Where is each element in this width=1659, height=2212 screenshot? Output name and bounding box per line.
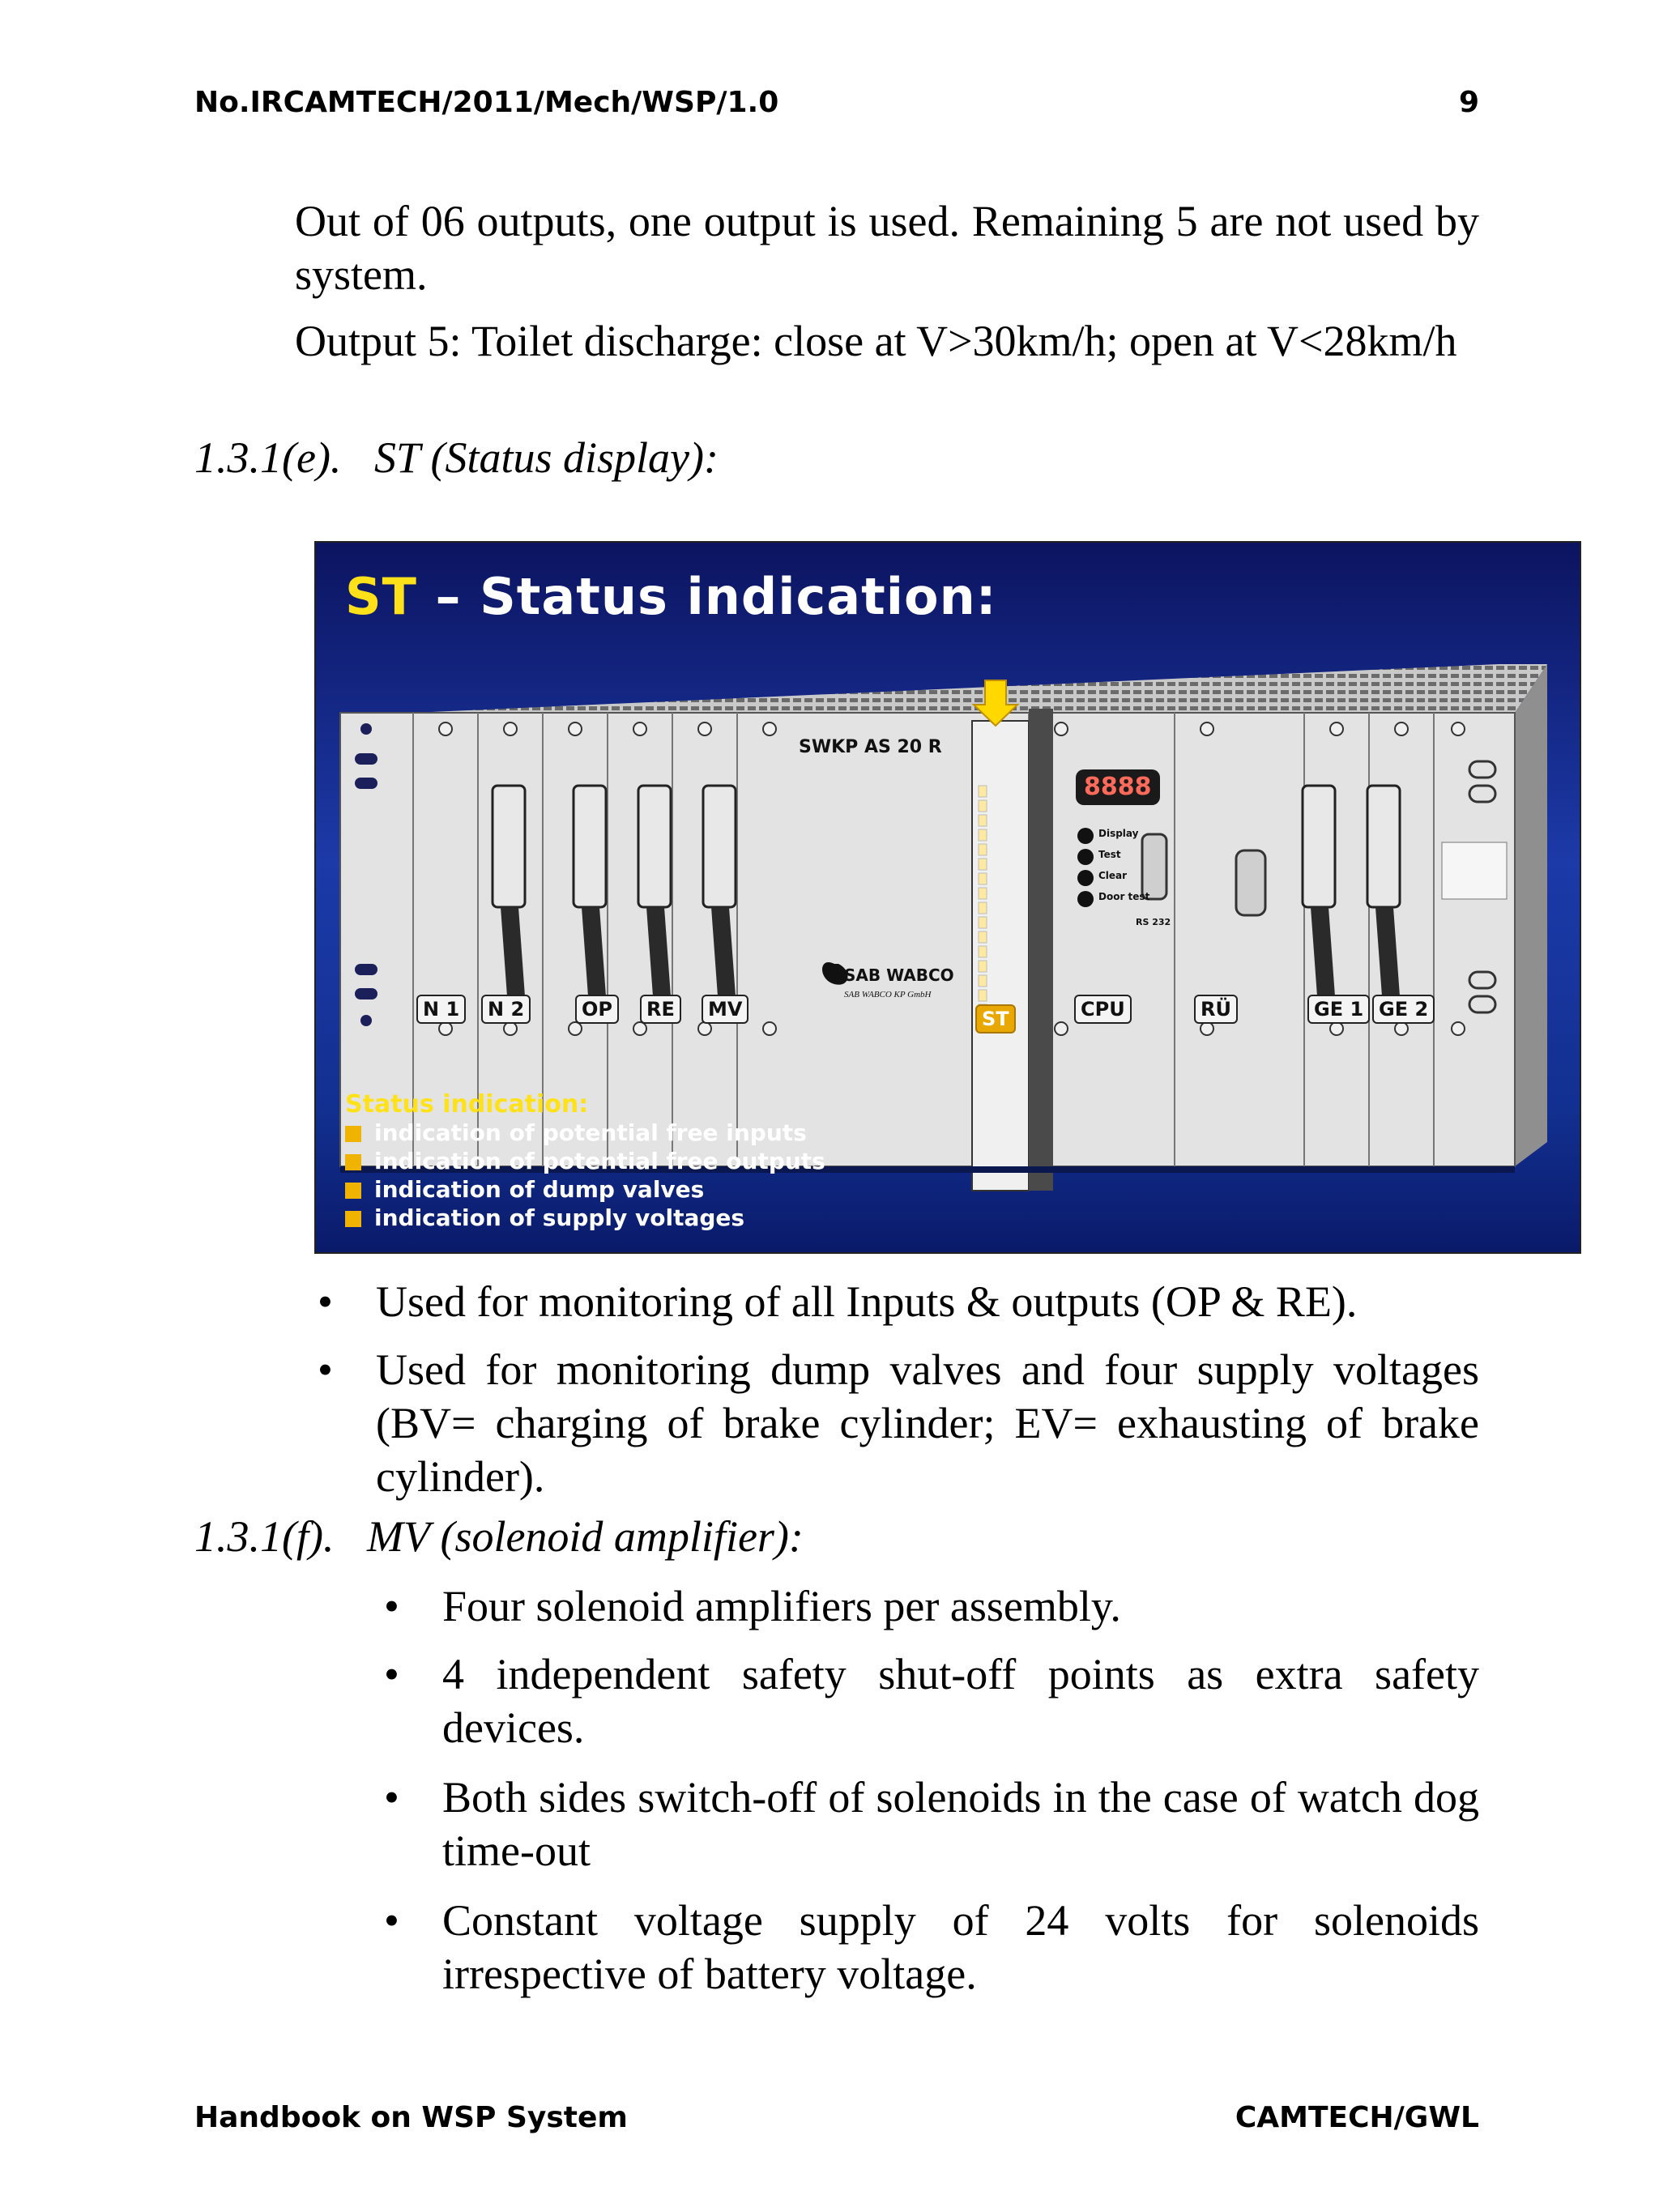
section-heading-e [194,433,719,483]
footer-right: CAMTECH/GWL [1235,2101,1479,2134]
bullet-square-icon [345,1154,361,1170]
bullet-item [384,1647,1479,1754]
bullet-text: Four solenoid amplifiers per assembly. [442,1582,1121,1630]
display-digits: 8888 [1084,773,1152,801]
module-label-ge1: GE 1 [1307,995,1370,1024]
page-footer [194,2101,1479,2134]
bullet-text: Both sides switch-off of solenoids in the case of watch dog time-out [442,1773,1479,1875]
list-item [345,1147,825,1175]
rack-side-panel [1515,664,1547,1166]
module-label-mv: MV [702,995,748,1024]
module-label-op: OP [575,995,619,1024]
page-header [194,86,1479,119]
list-item-text: indication of supply voltages [374,1204,745,1231]
bullet-square-icon [345,1211,361,1227]
rack-name: SWKP AS 20 R [799,737,942,757]
figure-title-prefix: ST [345,567,417,626]
ru-port [1236,850,1265,915]
bullet-icon: • [384,1650,399,1698]
port-label: RS 232 [1136,917,1171,927]
status-indication-figure [314,541,1581,1254]
bullet-item [384,1579,1479,1633]
figure-title [345,567,997,626]
bullet-text: Used for monitoring of all Inputs & outputs (OP & RE). [376,1277,1358,1326]
bullet-item [318,1275,1479,1328]
bullet-square-icon [345,1126,361,1142]
bullet-icon: • [384,1773,399,1822]
module-label-cpu: CPU [1074,995,1132,1024]
bullet-text: 4 independent safety shut-off points as extra safety devices. [442,1650,1479,1752]
cpu-button-door-test: Door test [1098,891,1150,902]
status-list-heading: Status indication: [345,1090,589,1119]
section-title: MV (solenoid amplifier): [366,1512,804,1561]
brand-name: SAB WABCO [844,965,954,985]
bullet-icon: • [384,1582,399,1630]
brand-sub: SAB WABCO KP GmbH [844,990,932,999]
list-item [345,1175,825,1204]
bullet-text: Used for monitoring dump valves and four supply voltages (BV= charging of brake cylinder; EV= exhausting of brake cylinder). [376,1345,1479,1501]
list-item-text: indication of potential free outputs [374,1148,825,1174]
bullet-text: Constant voltage supply of 24 volts for solenoids irrespective of battery voltage. [442,1896,1479,1998]
list-item [345,1204,825,1232]
module-label-n2: N 2 [481,995,531,1024]
section-number: 1.3.1(f). [194,1512,335,1561]
intro-paragraph-2: Output 5: Toilet discharge: close at V>30km/h; open at V<28km/h [295,317,1457,365]
section-number: 1.3.1(e). [194,433,342,482]
section-title: ST (Status display): [373,433,719,482]
bullet-item [384,1894,1479,2001]
module-label-ru: RÜ [1194,995,1238,1024]
figure-title-rest: – Status indication: [416,567,997,626]
module-label-n1: N 1 [416,995,466,1024]
cpu-button-display: Display [1098,828,1139,839]
list-item-text: indication of dump valves [374,1176,705,1203]
bullet-square-icon [345,1183,361,1199]
module-label-st: ST [975,1004,1016,1034]
module-label-re: RE [640,995,681,1024]
bullet-item [318,1343,1479,1503]
section-heading-f [194,1511,804,1562]
footer-left: Handbook on WSP System [194,2101,628,2134]
intro-paragraph-1: Out of 06 outputs, one output is used. Remaining 5 are not used by system. [295,197,1479,299]
cpu-button-clear: Clear [1098,870,1128,881]
bullet-icon: • [318,1277,333,1326]
document-number: No.IRCAMTECH/2011/Mech/WSP/1.0 [194,86,779,119]
rs232-port [1142,834,1166,899]
bullet-icon: • [318,1345,333,1394]
bullet-item [384,1771,1479,1877]
list-item-text: indication of potential free inputs [374,1119,807,1146]
status-indication-list [345,1090,825,1232]
bullet-icon: • [384,1896,399,1945]
cpu-button-test: Test [1098,849,1121,860]
module-label-ge2: GE 2 [1372,995,1435,1024]
list-item [345,1119,825,1147]
page-number: 9 [1458,86,1479,119]
